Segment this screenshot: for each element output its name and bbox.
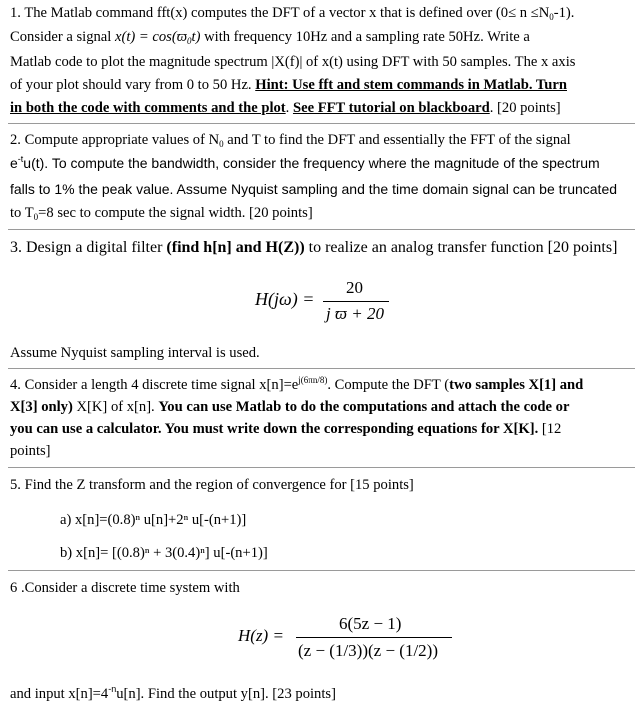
q4-text-3b: [12 [538,421,562,437]
q1-points: . [20 points] [489,100,561,116]
q1-tutorial: See FFT tutorial on blackboard [292,100,490,116]
q6-eq-numerator: 6(5z − 1) [339,614,402,633]
q2-text-4a: to T [10,205,34,221]
q2-sub-4: 0 [33,212,39,222]
q3-note [10,345,260,362]
q2-text-3: falls to 1% the peak value. Assume Nyquist sampling and the time domain signal can be truncated [10,181,618,197]
q1-text-2a: Consider a signal [10,29,112,45]
q4-line-2 [10,399,569,416]
q1-line-2 [10,29,530,46]
q1-line-5 [10,100,561,117]
q2-text-1b: and T to find the DFT and essentially the FFT of the signal [223,132,571,148]
q6-eq-lhs: H(z) = [238,626,284,645]
q1-signal-eq: x(t) = cos(ϖ [115,29,188,45]
q1-text-1: 1. The Matlab command fft(x) computes the DFT of a vector x that is defined over (0≤ n ≤N [10,5,550,21]
q6-text-last-b: u[n]. Find the output y[n]. [23 points] [116,686,336,702]
q2-line-2 [10,155,600,172]
q3-text-1c: to realize an analog transfer function [20 points] [304,239,618,256]
divider-4 [8,467,635,468]
q2-exp-sup: -t [17,154,24,164]
q1-signal-eq-end: t) [191,29,201,45]
q6-exp-sup: -n [108,684,117,694]
q1-line-1 [10,5,574,22]
q5-line-1 [10,477,414,494]
q2-line-1 [10,132,571,149]
q3-text-1a: 3. Design a digital filter [10,239,167,256]
q2-line-3 [10,181,617,198]
q1-text-2e: with frequency 10Hz and a sampling rate 50Hz. Write a [204,29,530,45]
q3-line-1 [10,239,617,256]
q4-text-1a: 4. Consider a length 4 discrete time signal x[n]=e [10,377,299,393]
q2-text-4b: =8 sec to compute the signal width. [20 points] [38,205,313,221]
q2-line-4 [10,205,313,222]
q4-text-2c: You can use Matlab to do the computations and attach the code or [158,399,570,415]
q5-part-b [60,545,268,562]
q4-text-4: points] [10,443,51,459]
q3-note-text: Assume Nyquist sampling interval is used. [10,345,260,361]
divider-5 [8,570,635,571]
q5-part-b-text: b) x[n]= [(0.8)ⁿ + 3(0.4)ⁿ] u[-(n+1)] [60,545,268,561]
q3-eq-numerator: 20 [346,278,363,297]
q5-part-a-text: a) x[n]=(0.8)ⁿ u[n]+2ⁿ u[-(n+1)] [60,512,247,528]
q3-eq-denominator: j ϖ + 20 [326,304,384,323]
q2-text-1a: 2. Compute appropriate values of N [10,132,220,148]
q6-last-line [10,686,336,703]
q2-sub-1: 0 [219,139,224,149]
q1-text-3: Matlab code to plot the magnitude spectrum |X(f)| of x(t) using DFT with 50 samples. The x axis [10,54,576,70]
q6-text-1: 6 .Consider a discrete time system with [10,580,240,596]
q5-part-a [60,512,246,529]
q1-line-3 [10,54,575,71]
q4-line-1 [10,377,583,394]
q4-text-3a: you can use a calculator. You must write down the corresponding equations for X[K]. [10,421,539,437]
q2-exp-base: e [10,155,18,171]
q4-text-2a: X[3] only) [10,399,73,415]
q1-turn-in: in both the code with comments and the plot [10,100,286,116]
q4-text-1b: . Compute the DFT ( [327,377,450,393]
q3-text-1b: (find h[n] and H(Z)) [166,239,305,256]
q3-fraction-bar [323,301,389,302]
q1-signal-sub: 0 [187,36,192,46]
q1-hint: Hint: Use fft and stem commands in Matlab. Turn [255,77,567,93]
divider-1 [8,123,635,124]
q6-fraction-bar [296,637,452,638]
q6-text-last-a: and input x[n]=4 [10,686,109,702]
q4-text-1c: two samples X[1] and [449,377,584,393]
q3-eq-lhs: H(jω) = [255,289,315,309]
q5-text-1: 5. Find the Z transform and the region of convergence for [15 points] [10,477,414,493]
q1-text-1-end: -1). [553,5,575,21]
q1-text-4a: of your plot should vary from 0 to 50 Hz. [10,77,252,93]
q4-exp-sup: j(6πn/8) [298,375,328,385]
q4-line-4 [10,443,51,460]
q1-line-4 [10,77,567,94]
q4-line-3 [10,421,561,438]
q1-sub-1: 0 [549,12,554,22]
divider-2 [8,229,635,230]
q6-eq-denominator: (z − (1/3))(z − (1/2)) [298,641,439,660]
q6-line-1 [10,580,240,597]
q2-text-2: u(t). To compute the bandwidth, consider the frequency where the magnitude of the spectrum [23,155,600,171]
q4-text-2b: X[K] of x[n]. [72,399,159,415]
q1-dot: . [285,100,293,116]
divider-3 [8,368,635,369]
